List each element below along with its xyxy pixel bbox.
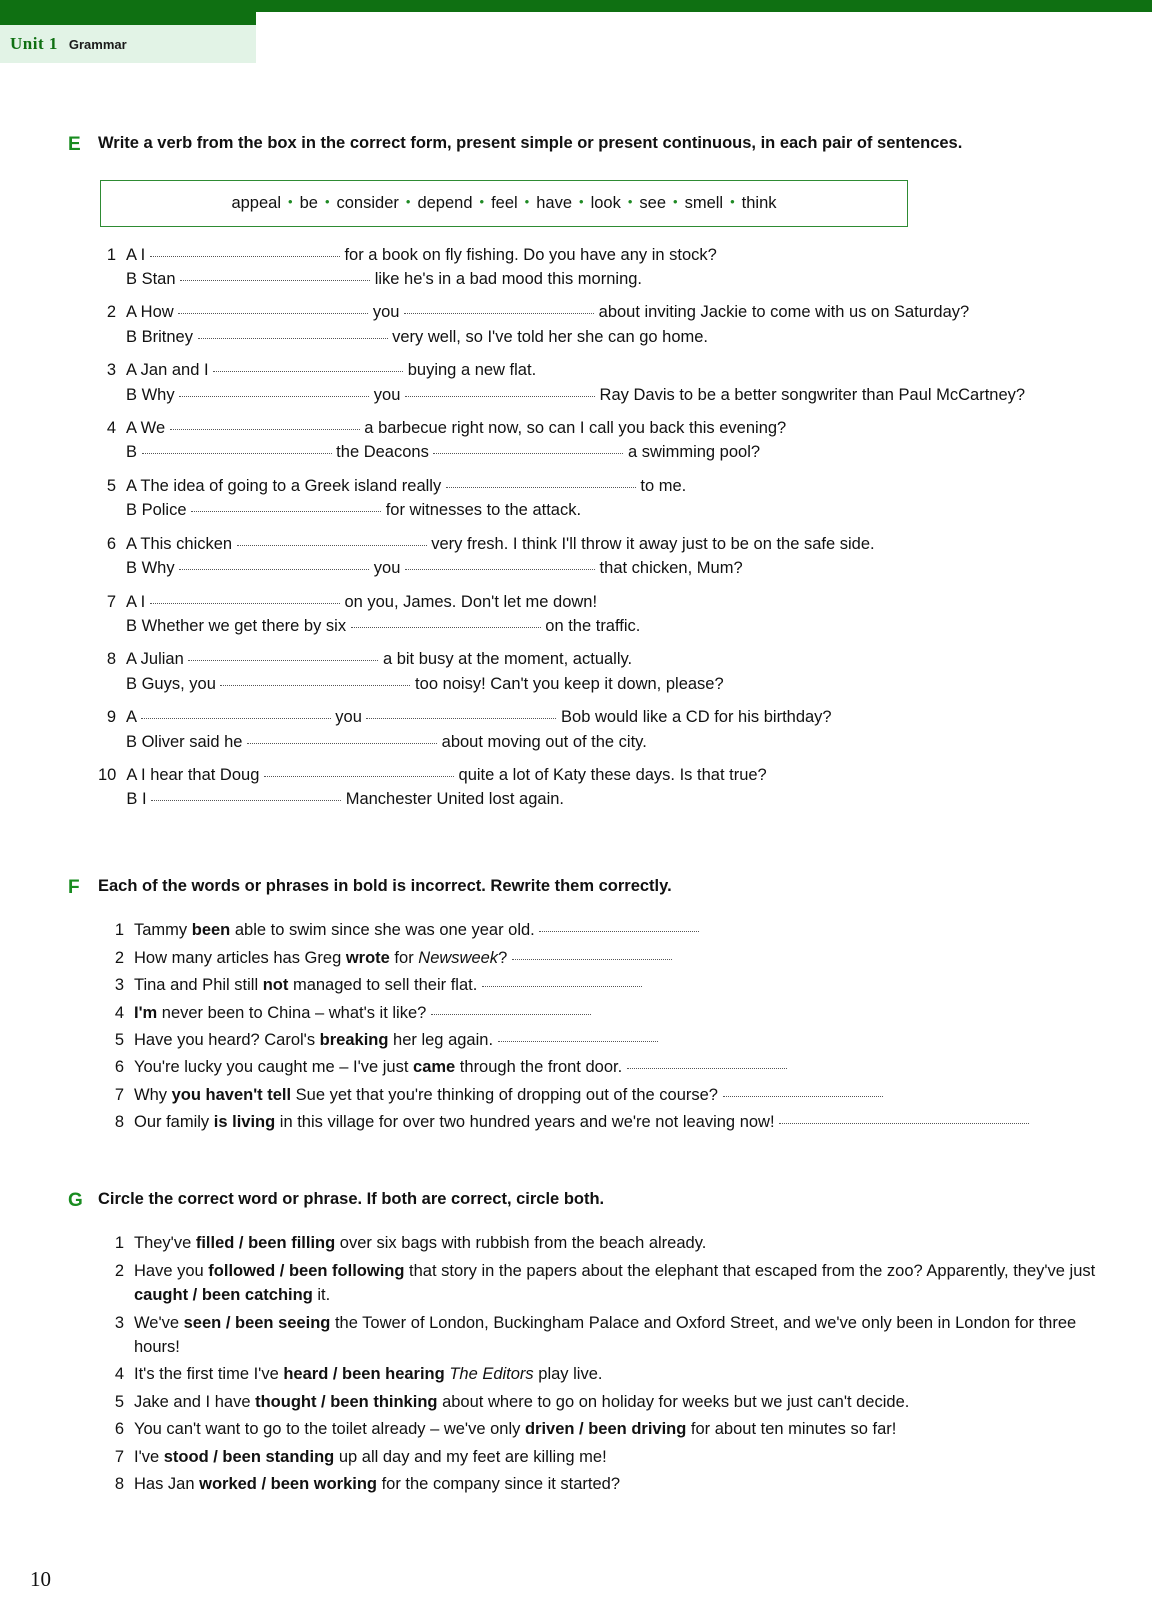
answer-blank[interactable] [178,304,368,314]
list-item [98,532,1122,581]
choice-pair[interactable]: seen / been seeing [183,1313,331,1332]
choice-pair[interactable]: worked / been working [199,1474,377,1493]
answer-blank[interactable] [779,1114,1029,1124]
list-item [108,1472,1122,1496]
sentence-text: you [330,708,367,727]
answer-blank[interactable] [404,304,594,314]
item-number: 4 [114,1365,124,1384]
sentence-text: too noisy! Can't you keep it down, please? [410,674,724,693]
answer-blank[interactable] [446,478,636,488]
sentence-text: never been to China – what's it like? [157,1003,427,1022]
sentence-text: B I [126,790,152,809]
sentence-text: you [369,559,405,578]
item-body [134,1231,1122,1255]
sentence-text: on you, James. Don't let me down! [339,592,598,611]
word-box [100,180,908,227]
exercise-e [0,132,1122,812]
sentence-text: You can't want to go to the toilet already – we've only [134,1420,525,1439]
word-box-separator: • [673,193,678,209]
sentence-text: A Julian [126,650,189,669]
choice-pair[interactable]: followed / been following [208,1261,405,1280]
bold-error-phrase: not [262,976,289,995]
sentence-text: A [126,708,141,727]
word-box-separator: • [288,193,293,209]
italic-title: The Editors [449,1365,534,1384]
sentence-text: B Oliver said he [126,732,248,751]
item-number: 2 [114,1261,124,1280]
sentence-text: that story in the papers about the elephant that escaped from the zoo? Apparently, they've just [404,1261,1096,1280]
choice-pair[interactable]: driven / been driving [524,1420,687,1439]
sentence-text: you [368,303,405,322]
sentence-b [126,383,1122,407]
item-body [126,416,1122,465]
list-item [98,416,1122,465]
bold-error-phrase: wrote [345,948,390,967]
word-box-word: consider [336,193,399,212]
answer-blank[interactable] [220,676,410,686]
word-box-word: be [299,193,318,212]
answer-blank[interactable] [247,734,437,744]
sentence-text: about where to go on holiday for weeks but we just can't decide. [437,1392,910,1411]
sentence-text: a swimming pool? [623,443,761,462]
item-body [126,358,1122,407]
section-label: Grammar [68,36,127,52]
sentence-text: for [389,948,419,967]
item-body [134,1445,1122,1469]
word-box-word: smell [684,193,724,212]
answer-blank[interactable] [188,651,378,661]
answer-blank[interactable] [141,709,331,719]
list-item [108,918,1122,942]
item-number: 5 [106,476,116,495]
answer-blank[interactable] [180,271,370,281]
sentence-b [126,672,1122,696]
sentence-text: Our family [134,1113,214,1132]
exercise-g-heading [0,1188,1122,1214]
sentence-text: the Deacons [331,443,434,462]
answer-blank[interactable] [179,560,369,570]
word-box-word: look [590,193,621,212]
exercise-g-title: Circle the correct word or phrase. If both are correct, circle both. [98,1189,605,1208]
bold-error-phrase: you haven't tell [171,1085,292,1104]
sentence-a [126,763,1122,787]
word-box-word: see [639,193,667,212]
sentence-text: like he's in a bad mood this morning. [370,270,643,289]
sentence-text: Has Jan [134,1474,200,1493]
item-number: 2 [114,948,124,967]
answer-blank[interactable] [150,247,340,257]
sentence-text: on the traffic. [540,616,641,635]
item-body [134,918,1122,942]
list-item [108,1390,1122,1414]
sentence-text: B Whether we get there by six [126,616,351,635]
unit-label: Unit 1 [10,34,58,53]
word-box-separator: • [627,193,633,209]
item-body [134,1055,1122,1079]
choice-pair[interactable]: caught / been catching [134,1286,313,1305]
word-box-separator: • [579,193,584,209]
exercise-e-letter: E [68,134,81,155]
bold-error-phrase: came [413,1058,456,1077]
page-number: 10 [30,1567,51,1591]
word-box-word: appeal [231,193,282,212]
list-item [98,647,1122,696]
answer-blank[interactable] [723,1087,883,1097]
sentence-text: Ray Davis to be a better songwriter than Paul McCartney? [594,385,1026,404]
spacer-before-g [0,1138,1122,1188]
exercise-e-heading [0,132,1122,158]
item-number: 7 [106,592,116,611]
sentence-text: very well, so I've told her she can go home. [387,327,709,346]
sentence-text: Sue yet that you're thinking of dropping out of the course? [291,1085,718,1104]
word-box-separator: • [405,193,411,209]
item-number: 7 [114,1085,124,1104]
answer-blank[interactable] [150,594,340,604]
sentence-text: quite a lot of Katy these days. Is that true? [453,765,767,784]
bold-error-phrase: is living [213,1113,276,1132]
sentence-text: They've [134,1234,196,1253]
sentence-b [126,787,1122,811]
sentence-a [126,474,1122,498]
sentence-text: buying a new flat. [403,361,537,380]
answer-blank[interactable] [237,536,427,546]
page-body [0,132,1152,1496]
list-item [108,1055,1122,1079]
list-item [108,1028,1122,1052]
sentence-text: A We [126,419,170,438]
item-body [126,647,1122,696]
list-item [98,243,1122,292]
sentence-text: Have you heard? Carol's [134,1031,320,1050]
list-item [108,1231,1122,1255]
exercise-f [0,875,1122,1135]
sentence-text: ? [498,948,508,967]
answer-blank[interactable] [198,329,388,339]
item-number: 8 [114,1474,124,1493]
list-item [108,1110,1122,1134]
italic-title: Newsweek [418,948,499,967]
word-box-word: depend [417,193,473,212]
item-body [134,1110,1122,1134]
item-number: 1 [114,921,124,940]
bold-error-phrase: I'm [134,1003,158,1022]
item-body [126,763,1122,812]
answer-blank[interactable] [151,791,341,801]
item-number: 3 [114,1313,124,1332]
item-number: 6 [114,1420,124,1439]
sentence-text: play live. [533,1365,603,1384]
exercise-g-letter: G [68,1189,83,1211]
sentence-text: Tammy [134,921,192,940]
answer-blank[interactable] [431,1005,591,1015]
sentence-text: B [126,443,142,462]
word-box-word: have [536,193,573,212]
list-item [98,590,1122,639]
item-number: 6 [114,1058,124,1077]
answer-blank[interactable] [539,922,699,932]
item-body [126,300,1122,349]
sentence-a [126,300,1122,324]
sentence-a [126,532,1122,556]
sentence-text: A I [126,592,150,611]
sentence-text: A The idea of going to a Greek island really [126,476,446,495]
word-box-separator: • [324,193,330,209]
list-item [108,1445,1122,1469]
sentence-a [126,647,1122,671]
item-number: 1 [106,245,116,264]
sentence-text: up all day and my feet are killing me! [334,1447,607,1466]
list-item [98,300,1122,349]
list-item [108,973,1122,997]
item-body [134,946,1122,970]
answer-blank[interactable] [405,560,595,570]
item-number: 3 [106,361,116,380]
list-item [108,1001,1122,1025]
header-green-band-left [0,0,256,25]
item-body [126,243,1122,292]
item-body [126,532,1122,581]
exercise-g-items [108,1231,1122,1496]
exercise-f-items [108,918,1122,1134]
item-body [126,590,1122,639]
item-body [134,1311,1122,1360]
sentence-text: her leg again. [388,1031,494,1050]
sentence-text: We've [134,1313,184,1332]
page-header [0,0,1152,70]
sentence-text: Why [134,1085,172,1104]
item-number: 9 [106,708,116,727]
sentence-b [126,614,1122,638]
answer-blank[interactable] [482,977,642,987]
sentence-text: B Why [126,385,180,404]
sentence-b [126,556,1122,580]
sentence-text: over six bags with rubbish from the beach already. [335,1234,707,1253]
item-number: 2 [106,303,116,322]
sentence-a [126,243,1122,267]
answer-blank[interactable] [191,502,381,512]
list-item [108,1417,1122,1441]
sentence-text: Jake and I have [134,1392,256,1411]
word-box-word: feel [491,193,518,212]
sentence-text: a bit busy at the moment, actually. [378,650,633,669]
answer-blank[interactable] [512,950,672,960]
sentence-text: for the company since it started? [377,1474,621,1493]
word-box-word: think [741,193,777,212]
sentence-b [126,730,1122,754]
sentence-b [126,325,1122,349]
sentence-text: B Britney [126,327,198,346]
item-number: 6 [106,534,116,553]
item-number: 1 [114,1234,124,1253]
sentence-text: able to swim since she was one year old. [230,921,535,940]
list-item [108,946,1122,970]
sentence-text: Tina and Phil still [134,976,263,995]
item-body [134,1472,1122,1496]
sentence-text: it. [312,1286,331,1305]
sentence-text: B Police [126,501,192,520]
item-number: 4 [106,419,116,438]
sentence-text: in this village for over two hundred years and we're not leaving now! [275,1113,775,1132]
answer-blank[interactable] [142,444,332,454]
sentence-text: B Why [126,559,180,578]
bold-error-phrase: been [191,921,231,940]
sentence-b [126,440,1122,464]
exercise-e-items [98,243,1122,812]
item-body [134,1390,1122,1414]
sentence-b [126,498,1122,522]
exercise-f-title: Each of the words or phrases in bold is incorrect. Rewrite them correctly. [98,876,672,895]
sentence-text: managed to sell their flat. [288,976,478,995]
list-item [108,1362,1122,1386]
sentence-text: Have you [134,1261,209,1280]
bold-error-phrase: breaking [319,1031,389,1050]
exercise-e-title: Write a verb from the box in the correct form, present simple or present continuous, in each pair of sentences. [98,134,963,152]
choice-pair[interactable]: stood / been standing [163,1447,335,1466]
list-item [98,763,1122,812]
exercise-g [0,1188,1122,1497]
item-number: 5 [114,1392,124,1411]
sentence-text: You're lucky you caught me – I've just [134,1058,414,1077]
sentence-text: Manchester United lost again. [341,790,564,809]
sentence-text: through the front door. [455,1058,623,1077]
sentence-text: the Tower of London, Buckingham Palace and Oxford Street, and we've only been in London for three hours! [134,1313,1077,1356]
sentence-text: B Stan [126,270,181,289]
word-box-separator: • [730,193,735,209]
sentence-a [126,358,1122,382]
item-number: 10 [98,765,117,784]
word-box-separator: • [479,193,485,209]
choice-pair[interactable]: heard / been hearing [283,1365,445,1384]
answer-blank[interactable] [264,767,454,777]
word-box-separator: • [524,193,530,209]
sentence-a [126,705,1122,729]
sentence-text: for a book on fly fishing. Do you have any in stock? [339,245,717,264]
sentence-text: about moving out of the city. [437,732,647,751]
list-item [108,1259,1122,1308]
item-number: 5 [114,1031,124,1050]
exercise-f-heading [0,875,1122,901]
answer-blank[interactable] [498,1032,658,1042]
sentence-text: I've [134,1447,164,1466]
item-body [134,973,1122,997]
sentence-text: very fresh. I think I'll throw it away just to be on the safe side. [426,534,875,553]
list-item [98,358,1122,407]
item-number: 4 [114,1003,124,1022]
item-body [126,705,1122,754]
list-item [98,705,1122,754]
sentence-text: that chicken, Mum? [594,559,743,578]
item-number: 8 [114,1113,124,1132]
sentence-text: Bob would like a CD for his birthday? [556,708,832,727]
item-body [134,1362,1122,1386]
list-item [108,1311,1122,1360]
item-body [126,474,1122,523]
sentence-text: B Guys, you [126,674,221,693]
item-body [134,1001,1122,1025]
sentence-text: to me. [635,476,687,495]
sentence-a [126,590,1122,614]
sentence-text: you [369,385,405,404]
answer-blank[interactable] [405,387,595,397]
choice-pair[interactable]: filled / been filling [195,1234,336,1253]
list-item [108,1083,1122,1107]
answer-blank[interactable] [433,444,623,454]
item-body [134,1259,1122,1308]
item-body [134,1083,1122,1107]
item-body [134,1028,1122,1052]
sentence-text: A This chicken [126,534,237,553]
answer-blank[interactable] [213,362,403,372]
answer-blank[interactable] [179,387,369,397]
answer-blank[interactable] [170,420,360,430]
sentence-text: How many articles has Greg [134,948,346,967]
sentence-a [126,416,1122,440]
answer-blank[interactable] [366,709,556,719]
sentence-text: A I [126,245,150,264]
sentence-text: A Jan and I [126,361,214,380]
sentence-text: a barbecue right now, so can I call you back this evening? [359,419,787,438]
answer-blank[interactable] [351,618,541,628]
spacer-before-f [0,821,1122,875]
sentence-b [126,267,1122,291]
item-number: 8 [106,650,116,669]
item-number: 3 [114,976,124,995]
item-number: 7 [114,1447,124,1466]
unit-tab [0,25,256,63]
sentence-text: for witnesses to the attack. [381,501,582,520]
sentence-text: about inviting Jackie to come with us on Saturday? [594,303,970,322]
exercise-f-letter: F [68,876,80,898]
sentence-text: for about ten minutes so far! [686,1420,897,1439]
sentence-text: It's the first time I've [134,1365,284,1384]
choice-pair[interactable]: thought / been thinking [255,1392,438,1411]
item-body [134,1417,1122,1441]
answer-blank[interactable] [627,1059,787,1069]
sentence-text: A How [126,303,179,322]
list-item [98,474,1122,523]
sentence-text: A I hear that Doug [126,765,264,784]
